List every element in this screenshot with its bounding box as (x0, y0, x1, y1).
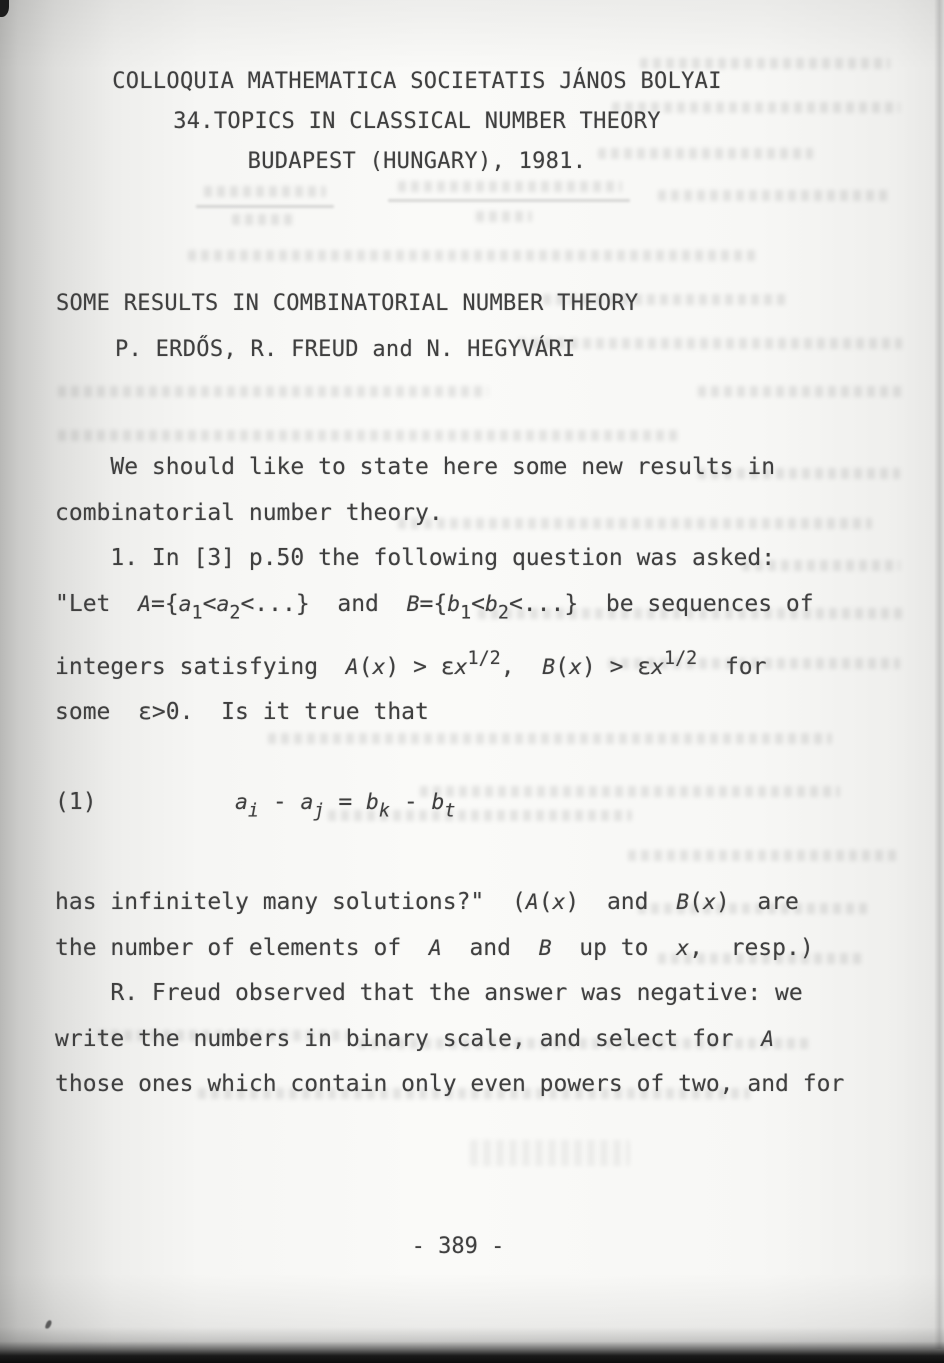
scan-bottom-shadow (0, 1327, 944, 1363)
bleed-through-smudge (470, 1140, 630, 1166)
scan-corner-mark (0, 0, 9, 17)
page-right-edge (934, 0, 944, 1349)
header-series-line: COLLOQUIA MATHEMATICA SOCIETATIS JÁNOS BOLYAI (112, 69, 722, 94)
page-number: - 389 - (411, 1234, 505, 1259)
paper-title: SOME RESULTS IN COMBINATORIAL NUMBER THEORY (56, 291, 639, 316)
bleed-through-smudge (232, 214, 296, 225)
body-line: write the numbers in binary scale, and select for A (55, 1025, 775, 1052)
bleed-through-fraction-bar (388, 199, 630, 202)
bleed-through-smudge (58, 386, 488, 397)
body-line: has infinitely many solutions?" (A(x) and B(x) are (55, 889, 799, 916)
header-venue-line: BUDAPEST (HUNGARY), 1981. (247, 149, 587, 174)
bleed-through-smudge (398, 181, 622, 192)
body-line: integers satisfying $A(x) > \varepsilon x^{1/2}$, $B(x) > \varepsilon x^{1/2}$ for (55, 647, 767, 680)
body-line: the number of elements of A and B up to x, resp.) (55, 934, 814, 961)
body-line: We should like to state here some new results in (55, 454, 776, 480)
body-line: some ε>0. Is it true that (55, 699, 429, 726)
paper-body (55, 445, 915, 1108)
bleed-through-smudge (188, 250, 760, 261)
header-volume-line: 34.TOPICS IN CLASSICAL NUMBER THEORY (173, 109, 661, 134)
equation-1: (1) $a_i - a_j = b_k - b_t$ (55, 788, 456, 822)
body-line: those ones which contain only even powers of two, and for (55, 1071, 845, 1098)
paper-authors: P. ERDŐS, R. FREUD and N. HEGYVÁRI (115, 337, 576, 362)
bleed-through-smudge (204, 186, 326, 197)
body-line: "Let $A=\{a_1<a_2<...\}$ and $B=\{b_1<b_2<...\}$ be sequences of (55, 590, 814, 624)
body-line: R. Freud observed that the answer was negative: we (55, 980, 803, 1007)
colloquia-header (0, 62, 889, 182)
body-line: combinatorial number theory. (55, 499, 443, 526)
body-line: 1. In [3] p.50 the following question was asked: (55, 545, 776, 571)
bleed-through-smudge (658, 190, 890, 201)
bleed-through-smudge (698, 386, 903, 397)
bleed-through-fraction-bar (196, 205, 334, 208)
bleed-through-smudge (476, 211, 532, 222)
bleed-through-smudge (58, 430, 678, 441)
